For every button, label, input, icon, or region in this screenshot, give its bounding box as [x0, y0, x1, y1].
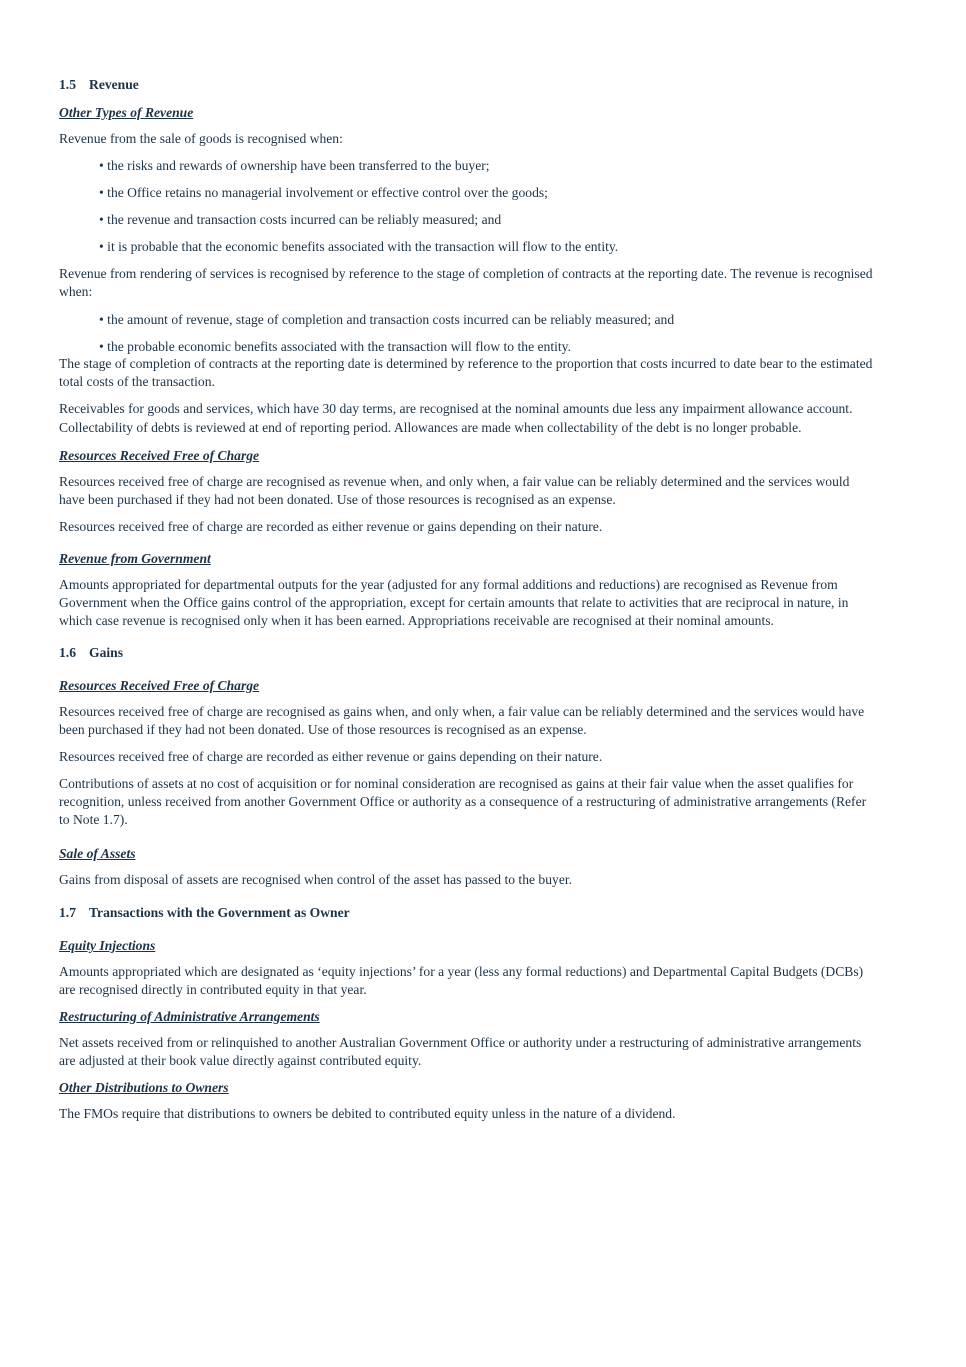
section-number: 1.7 [59, 905, 76, 920]
paragraph-sale-of-assets: Gains from disposal of assets are recognised when control of the asset has passed to the buyer. [59, 872, 573, 887]
subheading-equity-injections: Equity Injections [59, 938, 156, 953]
subheading-restructuring: Restructuring of Administrative Arrangements [59, 1009, 320, 1024]
subheading-sale-of-assets: Sale of Assets [59, 846, 136, 861]
bullet-item: • the revenue and transaction costs incurred can be reliably measured; and [59, 211, 874, 228]
section-title: Transactions with the Government as Owner [89, 905, 350, 920]
subheading-revenue-from-government: Revenue from Government [59, 551, 211, 566]
bullet-item: • the probable economic benefits associated with the transaction will flow to the entity. [59, 338, 874, 355]
paragraph-services-intro: Revenue from rendering of services is recognised by reference to the stage of completion of contracts at the reporting date. The revenue is recognised when: [59, 266, 873, 299]
paragraph-contributions-of-assets: Contributions of assets at no cost of acquisition or for nominal consideration are recognised as gains at their fair value when the asset qualifies for recognition, unless received from another Government Office or authority as a consequence of a restructuring of administrative arrangements (Refer to Note 1.7). [59, 776, 867, 827]
subheading-other-types-of-revenue: Other Types of Revenue [59, 105, 194, 120]
bullet-item: • the Office retains no managerial involvement or effective control over the goods; [59, 184, 874, 201]
paragraph-sale-of-goods-intro: Revenue from the sale of goods is recognised when: [59, 131, 343, 146]
subheading-other-distributions: Other Distributions to Owners [59, 1080, 229, 1095]
paragraph-free-of-charge-nature: Resources received free of charge are recorded as either revenue or gains depending on their nature. [59, 519, 603, 534]
paragraph-other-distributions: The FMOs require that distributions to owners be debited to contributed equity unless in the nature of a dividend. [59, 1106, 676, 1121]
subheading-resources-received-free-of-charge: Resources Received Free of Charge [59, 678, 260, 693]
bullet-item: • the amount of revenue, stage of completion and transaction costs incurred can be reliably measured; and [59, 311, 874, 328]
document-body [59, 76, 874, 1123]
paragraph-free-of-charge-gains: Resources received free of charge are recognised as gains when, and only when, a fair value can be reliably determined and the services would have been purchased if they had not been donated. Use of those resources is recognised as an expense. [59, 704, 865, 737]
section-number: 1.6 [59, 645, 76, 660]
paragraph-stage-of-completion: The stage of completion of contracts at the reporting date is determined by reference to the proportion that costs incurred to date bear to the estimated total costs of the transaction. [59, 356, 873, 389]
paragraph-free-of-charge-revenue: Resources received free of charge are recognised as revenue when, and only when, a fair value can be reliably determined and the services would have been purchased if they had not been donated. Use of those resources is recognised as an expense. [59, 474, 850, 507]
paragraph-free-of-charge-nature: Resources received free of charge are recorded as either revenue or gains depending on their nature. [59, 749, 603, 764]
paragraph-receivables: Receivables for goods and services, which have 30 day terms, are recognised at the nominal amounts due less any impairment allowance account. Collectability of debts is reviewed at end of reporting period. Allowances are made when collectability of the debt is no longer probable. [59, 401, 853, 435]
section-heading-gains [59, 644, 874, 661]
section-heading-revenue [59, 76, 874, 93]
section-heading-transactions-with-government [59, 904, 874, 921]
bullet-item: • the risks and rewards of ownership have been transferred to the buyer; [59, 157, 874, 174]
section-title: Revenue [89, 77, 139, 92]
bullet-item: • it is probable that the economic benefits associated with the transaction will flow to the entity. [59, 238, 874, 255]
paragraph-equity-injections: Amounts appropriated which are designated as ‘equity injections’ for a year (less any formal reductions) and Departmental Capital Budgets (DCBs) are recognised directly in contributed equity in that year. [59, 964, 864, 997]
subheading-resources-received-free-of-charge: Resources Received Free of Charge [59, 448, 260, 463]
paragraph-restructuring: Net assets received from or relinquished to another Australian Government Office or authority under a restructuring of administrative arrangements are adjusted at their book value directly against contributed equity. [59, 1035, 862, 1068]
section-number: 1.5 [59, 77, 76, 92]
paragraph-revenue-from-government: Amounts appropriated for departmental outputs for the year (adjusted for any formal additions and reductions) are recognised as Revenue from Government when the Office gains control of the appropriation, except for certain amounts that relate to activities that are reciprocal in nature, in which case revenue is recognised only when it has been earned. Appropriations receivable are recognised at their nominal amounts. [59, 577, 849, 628]
section-title: Gains [89, 645, 123, 660]
